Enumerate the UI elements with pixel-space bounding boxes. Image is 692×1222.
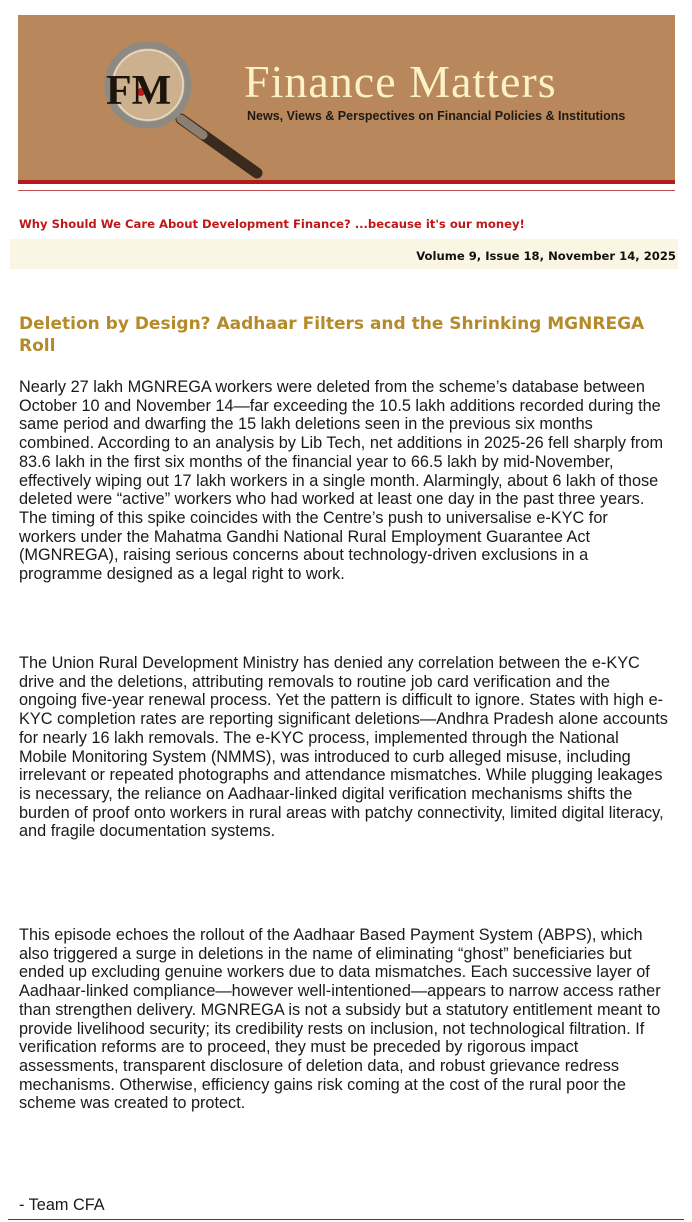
masthead-title: Finance Matters xyxy=(244,56,557,107)
article-headline: Deletion by Design? Aadhaar Filters and the Shrinking MGNREGA Roll xyxy=(19,314,645,356)
signature: - Team CFA xyxy=(19,1196,105,1214)
masthead-banner xyxy=(18,15,675,184)
masthead-subtitle: News, Views & Perspectives on Financial Policies & Institutions xyxy=(247,109,626,123)
divider xyxy=(8,1219,684,1220)
article-paragraph: Nearly 27 lakh MGNREGA workers were deleted from the scheme’s database between October 10 and November 14—far exceeding the 10.5 lakh additions recorded during the same period and dwarfing the 15 lakh deletions seen in the previous six months combined. According to an analysis by Lib Tech, net additions in 2025-26 fell sharply from 83.6 lakh in the first six months of the financial year to 66.5 lakh by mid-November, effectively wiping out 17 lakh workers in a single month. Alarmingly, about 6 lakh of those deleted were “active” workers who had worked at least one day in the past three years. The timing of this spike coincides with the Centre’s push to universalise e-KYC for workers under the Mahatma Gandhi National Rural Employment Guarantee Act (MGNREGA), raising serious concerns about technology-driven exclusions in a programme designed as a legal right to work. xyxy=(19,378,664,584)
logo-text: FM xyxy=(106,68,172,114)
issue-info: Volume 9, Issue 18, November 14, 2025 xyxy=(416,249,676,263)
divider xyxy=(18,190,675,191)
article-paragraph: This episode echoes the rollout of the Aadhaar Based Payment System (ABPS), which also triggered a surge in deletions in the name of eliminating “ghost” beneficiaries but ended up excluding genuine workers due to data mismatches. Each successive layer of Aadhaar-linked compliance—however well-intentioned—appears to narrow access rather than strengthen delivery. MGNREGA is not a subsidy but a statutory entitlement meant to provide livelihood security; its credibility rests on inclusion, not technological filtration. If verification reforms are to proceed, they must be preceded by rigorous impact assessments, transparent disclosure of deletion data, and robust grievance redress mechanisms. Otherwise, efficiency gains risk coming at the cost of the rural poor the scheme was created to protect. xyxy=(19,926,661,1113)
article-paragraph: The Union Rural Development Ministry has denied any correlation between the e-KYC drive and the deletions, attributing removals to routine job card verification and the ongoing five-year renewal process. Yet the pattern is difficult to ignore. States with high e-KYC completion rates are reporting significant deletions—Andhra Pradesh alone accounts for nearly 16 lakh removals. The e-KYC process, implemented through the National Mobile Monitoring System (NMMS), was introduced to curb alleged misuse, including irrelevant or repeated photographs and attendance mismatches. While plugging leakages is necessary, the reliance on Aadhaar-linked digital verification mechanisms shifts the burden of proof onto workers in rural areas with patchy connectivity, limited digital literacy, and fragile documentation systems. xyxy=(19,654,668,841)
tagline: Why Should We Care About Development Finance? ...because it's our money! xyxy=(19,217,525,231)
